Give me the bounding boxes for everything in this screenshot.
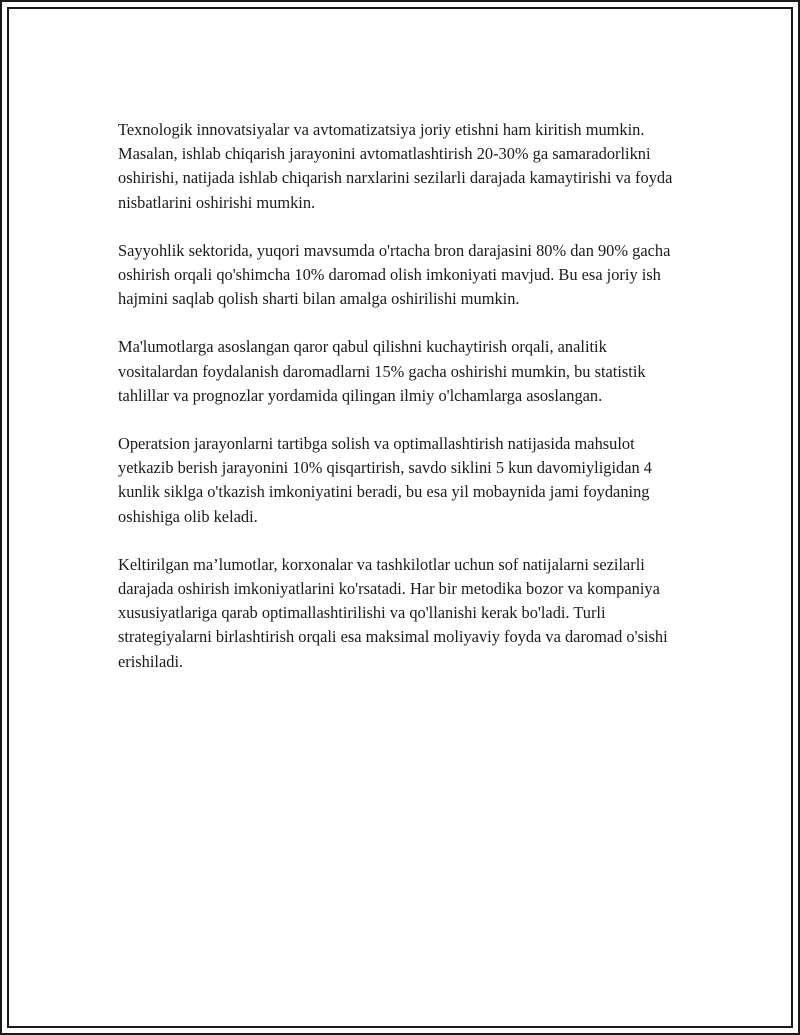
- paragraph-conclusion: Keltirilgan ma’lumotlar, korxonalar va tashkilotlar uchun sof natijalarni sezilarli darajada oshirish imkoniyatlarini ko'rsatadi. Har bir metodika bozor va kompaniya xususiyatlariga qarab optimallashtirilishi va qo'llanishi kerak bo'ladi. Turli strategiyalarni birlashtirish orqali esa maksimal moliyaviy foyda va daromad o'sishi erishiladi.: [118, 554, 668, 671]
- paragraph-data-driven: Ma'lumotlarga asoslangan qaror qabul qilishni kuchaytirish orqali, analitik vositalardan foydalanish daromadlarni 15% gacha oshirishi mumkin, bu statistik tahlillar va prognozlar yordamida qilingan ilmiy o'lchamlarga asoslangan.: [118, 337, 646, 405]
- document-body: [118, 118, 688, 698]
- paragraph-operations: Operatsion jarayonlarni tartibga solish va optimallashtirish natijasida mahsulot yetkazib berish jarayonini 10% qisqartirish, savdo siklini 5 kun davomiyligidan 4 kunlik siklga o'tkazish imkoniyatini beradi, bu esa yil mobaynida jami foydaning oshishiga olib keladi.: [118, 434, 652, 526]
- paragraph-automation: Texnologik innovatsiyalar va avtomatizatsiya joriy etishni ham kiritish mumkin. Masalan, ishlab chiqarish jarayonini avtomatlashtirish 20-30% ga samaradorlikni oshirishi, natijada ishlab chiqarish narxlarini sezilarli darajada kamaytirishi va foyda nisbatlarini oshirishi mumkin.: [118, 120, 673, 212]
- paragraph-tourism: Sayyohlik sektorida, yuqori mavsumda o'rtacha bron darajasini 80% dan 90% gacha oshirish orqali qo'shimcha 10% daromad olish imkoniyati mavjud. Bu esa joriy ish hajmini saqlab qolish sharti bilan amalga oshirilishi mumkin.: [118, 240, 671, 309]
